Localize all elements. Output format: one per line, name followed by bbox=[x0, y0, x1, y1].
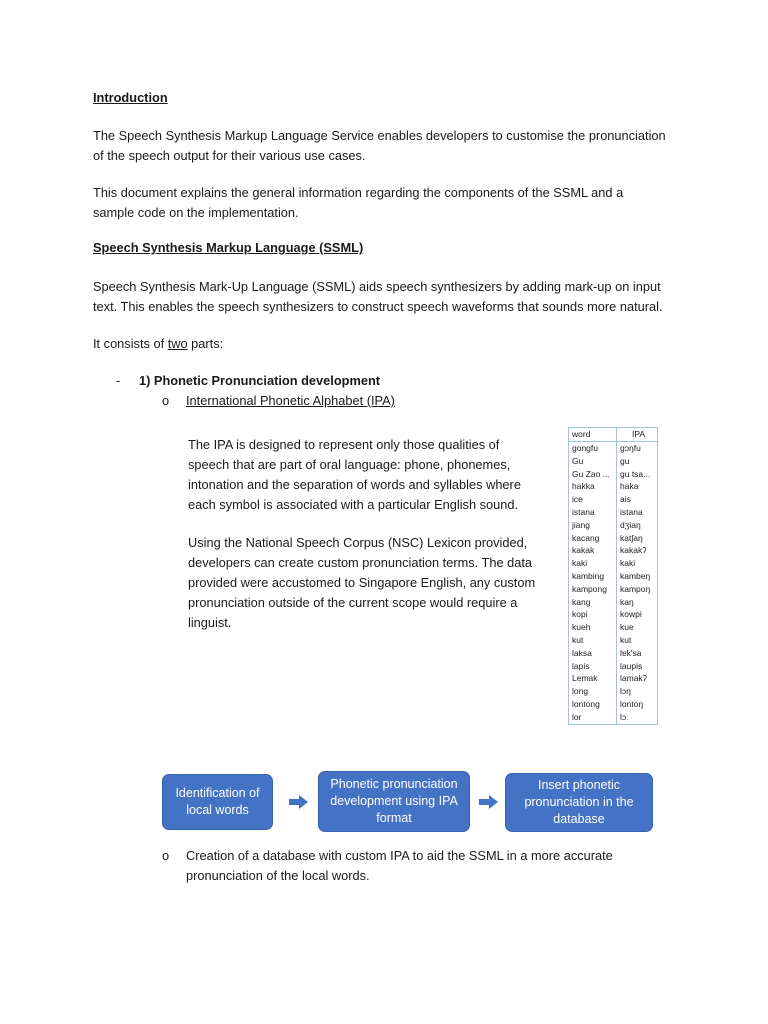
ipa-value-cell: haka bbox=[620, 481, 639, 492]
flow-step-insert-database bbox=[505, 773, 653, 832]
ipa-word-cell: lor bbox=[569, 711, 617, 724]
ipa-word-cell: kut bbox=[569, 634, 617, 647]
sub-bullet: o bbox=[162, 393, 170, 408]
ipa-word-cell: kambing bbox=[569, 570, 617, 583]
intro-paragraph-2 bbox=[93, 183, 713, 223]
ipa-word-cell: kopi bbox=[569, 608, 617, 621]
flow-arrow-right-icon bbox=[289, 794, 309, 810]
ipa-word-cell: long bbox=[569, 685, 617, 698]
ssml-paragraph bbox=[93, 277, 713, 317]
ipa-word-cell: ice bbox=[569, 493, 617, 506]
ipa-value-cell: gu tsa... bbox=[620, 468, 651, 479]
ipa-table-row bbox=[569, 557, 658, 570]
flow-step3-line2: pronunciation in the bbox=[524, 795, 634, 809]
ipa-word-cell: Gu Zao ... bbox=[569, 468, 617, 481]
ipa-value-cell: kampoŋ bbox=[620, 583, 651, 594]
ipa-word-cell: kakak bbox=[569, 544, 617, 557]
ipa-word-cell: istana bbox=[569, 506, 617, 519]
ipa-value-cell: kaki bbox=[620, 558, 636, 569]
ipa-p2-line5: linguist. bbox=[188, 615, 232, 630]
ipa-word-cell: kang bbox=[569, 596, 617, 609]
ipa-subtitle: International Phonetic Alphabet (IPA) bbox=[186, 393, 395, 408]
ipa-value-cell: dʒiaŋ bbox=[620, 519, 641, 530]
ipa-p1-line1: The IPA is designed to represent only those qualities of bbox=[188, 437, 500, 452]
intro-p2-line1: This document explains the general information regarding the components of the SSML and a bbox=[93, 185, 624, 200]
ipa-value-cell: gɔŋfu bbox=[620, 443, 641, 453]
ipa-value-cell: kakakʔ bbox=[620, 545, 647, 556]
parts-count: two bbox=[167, 336, 188, 351]
ipa-table bbox=[568, 427, 658, 725]
ipa-p2-line3: provided were accustomed to Singapore English, any custom bbox=[188, 575, 536, 590]
flow-step1-line1: Identification of bbox=[175, 786, 260, 800]
ipa-table-row bbox=[569, 532, 658, 545]
db-paragraph bbox=[186, 846, 706, 886]
ipa-value-cell: lontoŋ bbox=[620, 698, 644, 709]
ipa-word-cell: kampong bbox=[569, 583, 617, 596]
ipa-value-cell: laupis bbox=[620, 660, 643, 671]
ipa-p2-line1: Using the National Speech Corpus (NSC) Lexicon provided, bbox=[188, 535, 528, 550]
ipa-table-row bbox=[569, 647, 658, 660]
ipa-table-row bbox=[569, 519, 658, 532]
ipa-word-cell: laksa bbox=[569, 647, 617, 660]
flow-arrow-right-icon bbox=[479, 794, 499, 810]
ipa-p1-line3: intonation and the separation of words and syllables where bbox=[188, 477, 521, 492]
intro-p1-line1: The Speech Synthesis Markup Language Service enables developers to customise the pronunciation bbox=[93, 128, 666, 143]
ipa-word-cell: kueh bbox=[569, 621, 617, 634]
ipa-table-row bbox=[569, 660, 658, 673]
section1-title: 1) Phonetic Pronunciation development bbox=[139, 373, 381, 388]
ipa-word-cell: Lemak bbox=[569, 672, 617, 685]
ipa-paragraph-2 bbox=[188, 533, 558, 633]
ipa-table-row bbox=[569, 621, 658, 634]
db-bullet: o bbox=[162, 848, 170, 863]
ipa-word-cell: Gu bbox=[569, 455, 617, 468]
ipa-value-cell: kowpi bbox=[620, 609, 642, 620]
ipa-table-header bbox=[569, 428, 658, 442]
db-line1: Creation of a database with custom IPA to aid the SSML in a more accurate bbox=[186, 848, 613, 863]
parts-pre: It consists of bbox=[93, 336, 168, 351]
ipa-table-row bbox=[569, 493, 658, 506]
ipa-header-word: word bbox=[569, 428, 617, 442]
flow-step2-line2: development using IPA bbox=[330, 794, 458, 808]
parts-sentence bbox=[93, 334, 223, 354]
ipa-table-row bbox=[569, 480, 658, 493]
ipa-value-cell: lɔː bbox=[620, 711, 629, 722]
ipa-table-row bbox=[569, 468, 658, 481]
ipa-p2-line2: developers can create custom pronunciation terms. The data bbox=[188, 555, 533, 570]
parts-post: parts: bbox=[187, 336, 224, 351]
ipa-table-row bbox=[569, 544, 658, 557]
flow-step-identification bbox=[162, 774, 273, 830]
ipa-word-cell: jiang bbox=[569, 519, 617, 532]
intro-p1-line2: of the speech output for their various use cases. bbox=[93, 148, 366, 163]
ipa-word-cell: kaki bbox=[569, 557, 617, 570]
ipa-table-row bbox=[569, 570, 658, 583]
intro-p2-line2: sample code on the implementation. bbox=[93, 205, 299, 220]
ipa-paragraph-1 bbox=[188, 435, 558, 515]
flow-step2-line1: Phonetic pronunciation bbox=[330, 777, 458, 791]
flow-step3-line3: database bbox=[553, 812, 605, 826]
ipa-value-cell: katʃaŋ bbox=[620, 532, 643, 543]
ipa-value-cell: ais bbox=[620, 494, 631, 505]
ipa-value-cell: lɔŋ bbox=[620, 686, 631, 697]
ipa-p1-line4: each symbol is associated with a particular English sound. bbox=[188, 497, 519, 512]
ipa-header-ipa: IPA bbox=[617, 428, 658, 442]
ipa-value-cell: kut bbox=[620, 634, 632, 645]
flow-step-ipa-development bbox=[318, 771, 470, 832]
ipa-p1-line2: speech that are part of oral language: phone, phonemes, bbox=[188, 457, 511, 472]
ssml-heading: Speech Synthesis Markup Language (SSML) bbox=[93, 240, 364, 255]
ipa-word-cell: kacang bbox=[569, 532, 617, 545]
ipa-value-cell: lamakʔ bbox=[620, 673, 647, 684]
ipa-table-row bbox=[569, 583, 658, 596]
ipa-table-row bbox=[569, 685, 658, 698]
intro-paragraph-1 bbox=[93, 126, 713, 166]
db-line2: pronunciation of the local words. bbox=[186, 868, 370, 883]
ipa-value-cell: gu bbox=[620, 455, 630, 466]
ipa-table-row bbox=[569, 672, 658, 685]
ipa-value-cell: istana bbox=[620, 506, 643, 517]
ipa-value-cell: lɐk'sa bbox=[620, 647, 642, 658]
ipa-word-cell: lapis bbox=[569, 660, 617, 673]
ipa-p2-line4: pronunciation outside of the current scope would require a bbox=[188, 595, 518, 610]
ssml-p1-line1: Speech Synthesis Mark-Up Language (SSML) aids speech synthesizers by adding mark-up on input bbox=[93, 279, 661, 294]
list-dash: - bbox=[116, 373, 121, 388]
ipa-table-row bbox=[569, 634, 658, 647]
ipa-table-row bbox=[569, 506, 658, 519]
ipa-table-row bbox=[569, 442, 658, 455]
flow-step2-line3: format bbox=[376, 811, 412, 825]
ipa-word-cell: hakka bbox=[569, 480, 617, 493]
ipa-table-row bbox=[569, 608, 658, 621]
ssml-p1-line2: text. This enables the speech synthesizers to construct speech waveforms that sounds more natural. bbox=[93, 299, 663, 314]
ipa-table-row bbox=[569, 596, 658, 609]
intro-heading: Introduction bbox=[93, 90, 168, 105]
ipa-word-cell: gongfu bbox=[569, 442, 617, 455]
ipa-table-row bbox=[569, 698, 658, 711]
ipa-table-row bbox=[569, 711, 658, 724]
ipa-value-cell: kaŋ bbox=[620, 596, 634, 607]
ipa-word-cell: lontong bbox=[569, 698, 617, 711]
ipa-value-cell: kue bbox=[620, 622, 634, 633]
flow-step1-line2: local words bbox=[186, 803, 249, 817]
ipa-table-row bbox=[569, 455, 658, 468]
flow-step3-line1: Insert phonetic bbox=[537, 778, 620, 792]
ipa-value-cell: kambeŋ bbox=[620, 570, 651, 581]
